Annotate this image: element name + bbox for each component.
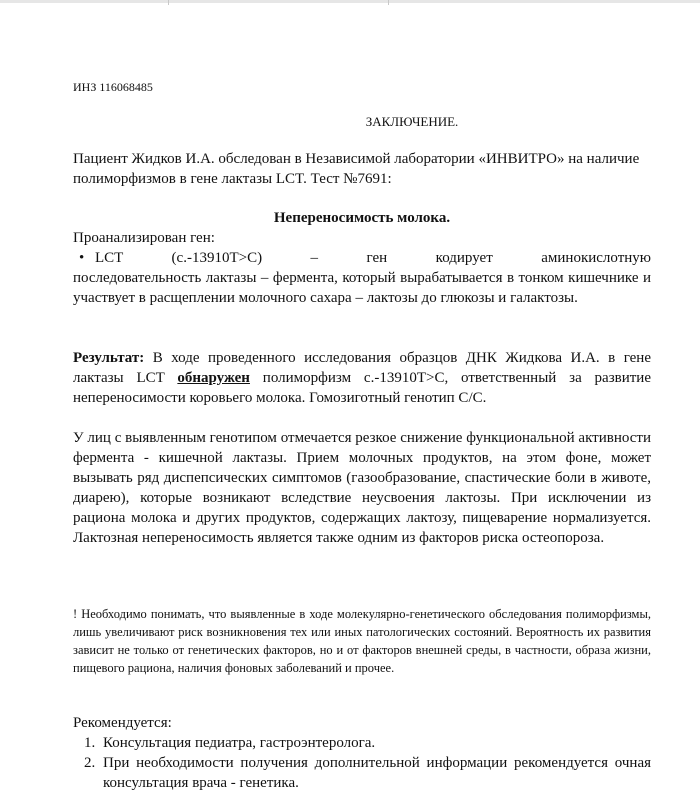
recommendations-list [73, 733, 651, 793]
result-text-b: полиморфизм с.-13910T>C, ответственный за развитие непереносимости коровьего молока. Гомозиготный генотип С/С. [73, 370, 651, 406]
recommendation-item: 2. При необходимости получения дополнительной информации рекомендуется очная консультация врача - генетика. [99, 753, 651, 793]
disclaimer-note: ! Необходимо понимать, что выявленные в ходе молекулярно-генетического обследования полиморфизмы, лишь увеличивают риск возникновения тех или иных патологических состояний. Вероятность их развития зависит не только от генетических факторов, но и от факторов внешней среды, в частности, образа жизни, пищевого рациона, наличия фоновых заболеваний и прочее. [73, 607, 651, 675]
info-paragraph: У лиц с выявленным генотипом отмечается резкое снижение функциональной активности фермента - кишечной лактазы. Прием молочных продуктов, на этом фоне, может вызывать ряд диспепсических симптомов (газообразование, спастические боли в животе, диарею), которые возникают вследствие неусвоения лактозы. При исключении из рациона молока и других продуктов, содержащих лактозу, пищеварение нормализуется. Лактозная непереносимость является также одним из факторов риска остеопороза. [73, 430, 651, 546]
gene-first-line: LCT (с.-13910T>C) – ген кодирует аминокислотную [95, 250, 651, 266]
recommend-label: Рекомендуется: [73, 715, 172, 731]
result-text-a: В ходе проведенного исследования образцов ДНК Жидкова И.А. в гене лактазы LCT [73, 350, 651, 386]
result-found-word: обнаружен [177, 370, 250, 386]
result-label: Результат: [73, 350, 145, 366]
ruler-tick [388, 0, 389, 5]
recommendations-section [73, 713, 651, 793]
gene-bullet-line [73, 248, 651, 268]
gene-description [73, 248, 651, 308]
recommendation-item: 1. Консультация педиатра, гастроэнтеролога. [99, 733, 651, 753]
analyzed-label: Проанализирован ген: [73, 230, 215, 246]
page-top-edge [0, 0, 700, 3]
gene-rest-text: последовательность лактазы – фермента, который вырабатывается в тонком кишечнике и участвует в расщеплении молочного сахара – лактозы до глюкозы и галактозы. [73, 270, 651, 306]
result-paragraph [73, 348, 651, 408]
section-title: Непереносимость молока. [273, 210, 451, 226]
intro-paragraph: Пациент Жидков И.А. обследован в Независимой лаборатории «ИНВИТРО» на наличие полиморфизмов в гене лактазы LCT. Тест №7691: [73, 151, 640, 187]
document-heading: ЗАКЛЮЧЕНИЕ. [365, 114, 459, 129]
reference-number: ИНЗ 116068485 [73, 80, 153, 94]
ruler-tick [168, 0, 169, 5]
bullet-marker: • [79, 250, 85, 266]
